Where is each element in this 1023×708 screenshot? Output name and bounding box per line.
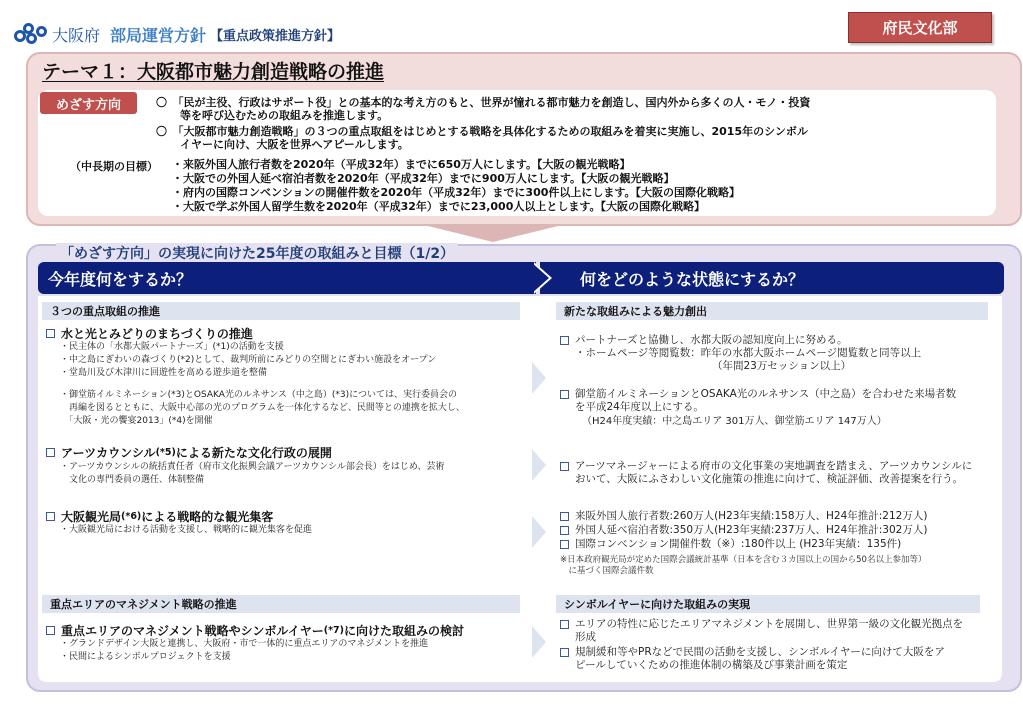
item-detail: ・堂島川及び木津川に回遊性を高める遊歩道を整備 bbox=[60, 368, 268, 378]
footnote: ※日本政府観光局が定めた国際会議統計基準（日本を含む３カ国以上の国から50名以上参加等） bbox=[560, 555, 927, 565]
checkbox-square-icon bbox=[560, 390, 569, 399]
mid-term-label: （中長期の目標） bbox=[70, 160, 158, 173]
outcome-text: アーツマネージャーによる府市の文化事業の実地調査を踏まえ、アーツカウンシルに bbox=[575, 460, 973, 472]
right-column-header: 何をどのような状態にするか？ bbox=[540, 262, 1004, 294]
checkbox-square-icon bbox=[46, 329, 55, 338]
chevron-right-icon bbox=[532, 449, 546, 481]
section-title: 「めざす方向」の実現に向けた25年度の取組みと目標（1/2） bbox=[56, 243, 458, 263]
outcome-text: （年間23万セッション以上） bbox=[712, 360, 852, 372]
outcome-text: 来阪外国人旅行者数:260万人(H23年実績:158万人、H24年推計:212万人) bbox=[575, 510, 928, 522]
chevron-right-icon bbox=[532, 626, 546, 658]
outcome-text: エリアの特性に応じたエリアマネジメントを展開し、世界第一級の文化観光拠点を bbox=[575, 618, 964, 630]
mid-term-item: ・大阪での外国人延べ宿泊者数を2020年（平成32年）までに900万人にします。【大阪の観光戦略】 bbox=[172, 172, 675, 185]
chevron-right-icon bbox=[532, 516, 546, 548]
outcome-text: 規制緩和等やPRなどで民間の活動を支援し、シンボルイヤーに向けて大阪をア bbox=[575, 646, 945, 658]
item-detail: ・グランドデザイン大阪と連携し、大阪府・市で一体的に重点エリアのマネジメントを推進 bbox=[60, 639, 429, 649]
item-detail: ・民主体の「水都大阪パートナーズ」(*1)の活動を支援 bbox=[60, 342, 284, 352]
outcome-item bbox=[560, 460, 972, 473]
right-subheading: シンボルイヤーに向けた取組みの実現 bbox=[556, 595, 980, 613]
chevron-right-icon bbox=[532, 362, 546, 394]
item-note: (*7) bbox=[323, 625, 345, 636]
outcome-item bbox=[560, 524, 927, 537]
left-subheading: ３つの重点取組の推進 bbox=[42, 302, 520, 320]
checkbox-square-icon bbox=[46, 626, 55, 635]
osaka-prefecture-logo-icon bbox=[14, 23, 48, 45]
item-heading bbox=[46, 622, 464, 639]
checkbox-square-icon bbox=[560, 540, 569, 549]
item-detail: ・民間によるシンボルプロジェクトを支援 bbox=[60, 652, 231, 662]
checkbox-square-icon bbox=[46, 448, 55, 457]
outcome-item bbox=[560, 618, 963, 631]
outcome-text: 外国人延べ宿泊者数:350万人(H23年実績:237万人、H24年推計:302万人) bbox=[575, 524, 928, 536]
item-detail: 再編を図るとともに、大阪中心部の光のプログラムを一体化するなど、民間等との連携を拡大し、 bbox=[60, 403, 465, 413]
goal-label: めざす方向 bbox=[40, 92, 137, 114]
bureau-policy-title: 部局運営方針 bbox=[110, 25, 207, 45]
outcome-item bbox=[560, 538, 901, 551]
item-detail: ・大阪観光局における活動を支援し、戦略的に観光集客を促進 bbox=[60, 525, 313, 535]
checkbox-square-icon bbox=[560, 512, 569, 521]
left-subheading: 重点エリアのマネジメント戦略の推進 bbox=[42, 595, 520, 613]
checkbox-square-icon bbox=[560, 648, 569, 657]
footnote: に基づく国際会議件数 bbox=[560, 566, 654, 576]
item-detail: ・御堂筋イルミネーション(*3)とOSAKA光のルネサンス（中之島）(*3)については、実行委員会の bbox=[60, 390, 457, 400]
connector-arrow-icon bbox=[428, 226, 558, 242]
item-title-rest: による戦略的な観光集客 bbox=[141, 510, 274, 524]
item-heading bbox=[46, 508, 273, 525]
outcome-text: 御堂筋イルミネーションとOSAKA光のルネサンス（中之島）を合わせた来場者数 bbox=[575, 388, 957, 400]
left-column-header: 今年度何をするか？ bbox=[38, 262, 536, 294]
item-note: (*5) bbox=[155, 447, 176, 458]
page-header bbox=[14, 22, 340, 46]
goal-line: イヤーに向け、大阪を世界へアピールします。 bbox=[180, 138, 409, 151]
item-note: (*6) bbox=[121, 511, 142, 522]
outcome-text: を平成24年度以上にする。 bbox=[575, 401, 704, 413]
item-title-rest: に向けた取組みの検討 bbox=[344, 624, 465, 638]
outcome-text: （H24年度実績：中之島エリア 301万人、御堂筋エリア 147万人） bbox=[582, 416, 887, 427]
checkbox-square-icon bbox=[560, 620, 569, 629]
outcome-text: 形成 bbox=[575, 631, 596, 643]
outcome-text: ・ホームページ等閲覧数：昨年の水都大阪ホームページ閲覧数と同等以上 bbox=[575, 347, 922, 359]
outcome-item bbox=[560, 646, 945, 659]
mid-term-item: ・府内の国際コンベンションの開催件数を2020年（平成32年）までに300件以上にします。【大阪の国際化戦略】 bbox=[172, 186, 741, 199]
checkbox-square-icon bbox=[560, 336, 569, 345]
item-title: 大阪観光局 bbox=[61, 510, 122, 524]
right-subheading: 新たな取組みによる魅力創出 bbox=[556, 302, 988, 320]
item-title-rest: による新たな文化行政の展開 bbox=[175, 446, 332, 460]
outcome-item bbox=[560, 334, 847, 347]
outcome-text: 国際コンベンション開催件数（※）:180件以上 (H23年実績：135件) bbox=[575, 538, 902, 550]
policy-type: 【重点政策推進方針】 bbox=[210, 28, 341, 44]
item-detail: 「大阪・光の饗宴2013」(*4)を開催 bbox=[60, 416, 213, 426]
goal-line: 〇 「民が主役、行政はサポート役」との基本的な考え方のもと、世界が憧れる都市魅力を創造し、国内外から多くの人・モノ・投資 bbox=[156, 96, 811, 109]
mid-term-item: ・大阪で学ぶ外国人留学生数を2020年（平成32年）までに23,000人以上とします。【大阪の国際化戦略】 bbox=[172, 200, 705, 213]
item-detail: ・中之島にぎわいの森づくり(*2)として、裁判所前にみどりの空間とにぎわい施設をオープン bbox=[60, 355, 437, 365]
outcome-text: おいて、大阪にふさわしい文化施策の推進に向けて、検証評価、改善提案を行う。 bbox=[575, 473, 964, 485]
outcome-text: パートナーズと協働し、水都大阪の認知度向上に努める。 bbox=[575, 334, 848, 346]
item-heading bbox=[46, 444, 332, 461]
outcome-item bbox=[560, 510, 927, 523]
checkbox-square-icon bbox=[560, 462, 569, 471]
goal-line: 等を呼び込むための取組みを推進します。 bbox=[180, 109, 389, 122]
goal-line: 〇 「大阪都市魅力創造戦略」の３つの重点取組をはじめとする戦略を具体化するための取組みを着実に実施し、2015年のシンボル bbox=[156, 125, 808, 138]
outcome-text: ピールしていくための推進体制の構築及び事業計画を策定 bbox=[575, 659, 848, 671]
item-detail: 文化の専門委員の選任、体制整備 bbox=[60, 475, 205, 485]
item-title: 重点エリアのマネジメント戦略やシンボルイヤー bbox=[61, 624, 324, 638]
item-title: 水と光とみどりのまちづくりの推進 bbox=[61, 327, 253, 341]
item-detail: ・アーツカウンシルの統括責任者（府市文化振興会議アーツカウンシル部会長）をはじめ、芸術 bbox=[60, 462, 445, 472]
checkbox-square-icon bbox=[46, 512, 55, 521]
theme-title: テーマ１：大阪都市魅力創造戦略の推進 bbox=[42, 61, 385, 83]
checkbox-square-icon bbox=[560, 526, 569, 535]
item-title: アーツカウンシル bbox=[61, 446, 156, 460]
header-arrow-fill-icon bbox=[531, 262, 549, 294]
prefecture-name: 大阪府 bbox=[52, 25, 101, 45]
mid-term-item: ・来阪外国人旅行者数を2020年（平成32年）までに650万人にします。【大阪の観光戦略】 bbox=[172, 158, 631, 171]
item-heading bbox=[46, 325, 253, 342]
outcome-item bbox=[560, 388, 956, 401]
department-badge: 府民文化部 bbox=[848, 12, 992, 43]
